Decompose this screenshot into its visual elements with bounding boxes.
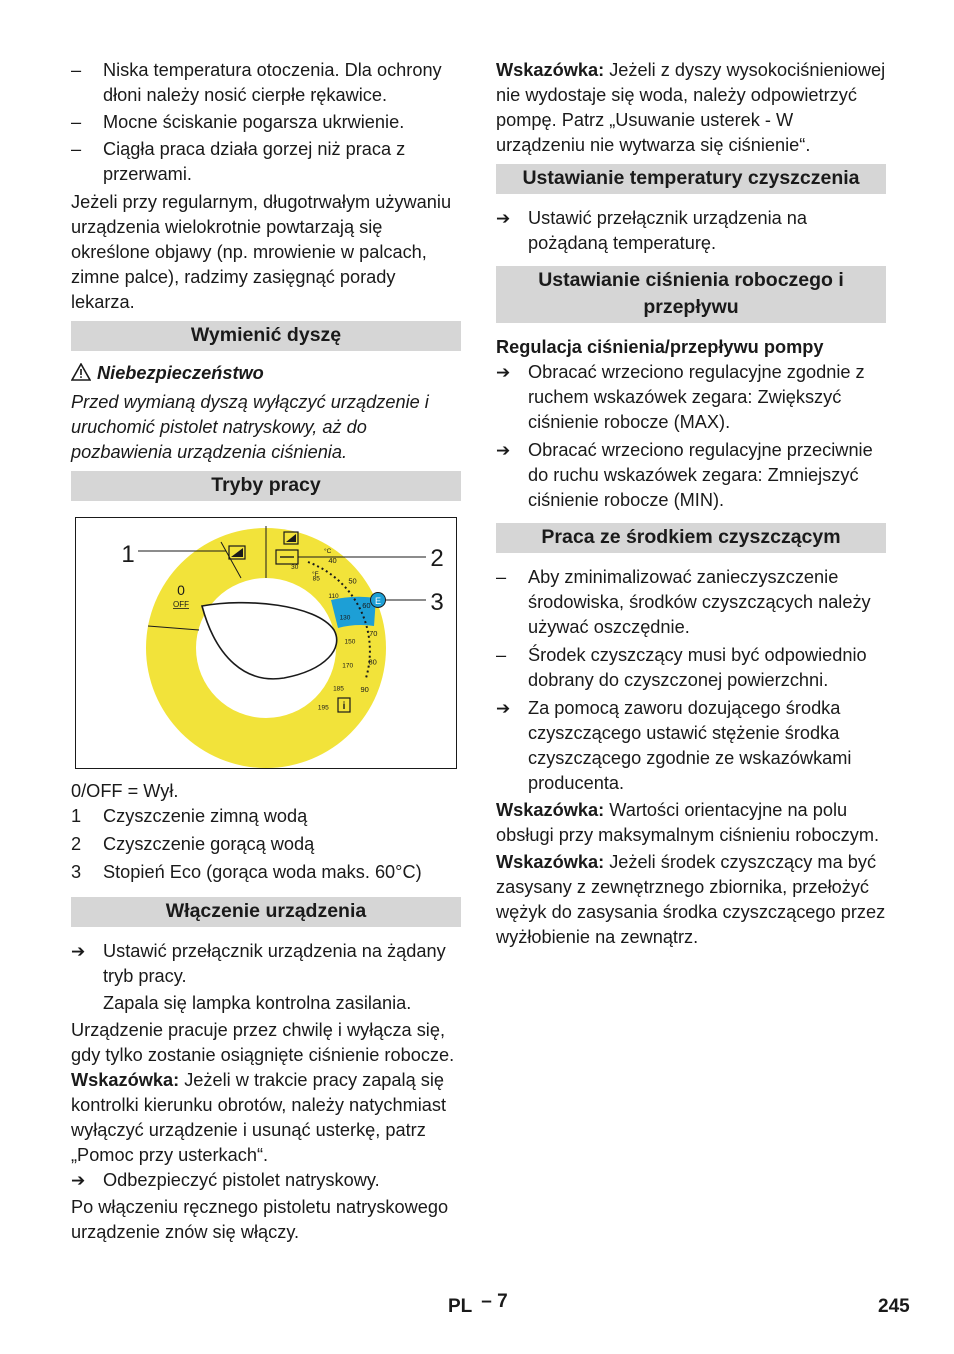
heading-pressure: Ustawianie ciśnienia roboczego i przepływu bbox=[496, 266, 886, 323]
scale-label: 195 bbox=[317, 704, 329, 712]
note-nozzle bbox=[496, 58, 886, 158]
legend-text: Czyszczenie zimną wodą bbox=[103, 806, 308, 826]
list-item-text: Mocne ściskanie pogarsza ukrwienie. bbox=[103, 112, 405, 132]
footer-subpage: – 7 bbox=[481, 1291, 508, 1312]
paragraph-symptoms: Jeżeli przy regularnym, długotrwałym używaniu urządzenia wielokrotnie powtarzają się określone objawy (np. mrowienie w palcach, zimne palce), radzimy zasięgnąć porady lekarza. bbox=[71, 192, 452, 312]
arrow-icon: ➔ bbox=[496, 441, 511, 460]
svg-text:i: i bbox=[342, 701, 346, 712]
step-item bbox=[496, 438, 886, 513]
list-item bbox=[71, 137, 461, 187]
danger-text: Przed wymianą dyszą wyłączyć urządzenie i uruchomić pistolet natryskowy, aż do pozbawienia urządzenia ciśnienia. bbox=[71, 392, 429, 462]
arrow-icon: ➔ bbox=[496, 363, 511, 382]
step-text: Ustawić przełącznik urządzenia na żądany tryb pracy. bbox=[103, 941, 446, 986]
off-zero-label: 0 bbox=[177, 582, 185, 598]
step-text: Ustawić przełącznik urządzenia na pożądaną temperaturę. bbox=[528, 208, 808, 253]
off-label: OFF bbox=[173, 600, 189, 609]
dash-bullet: – bbox=[71, 112, 82, 132]
arrow-icon: ➔ bbox=[71, 1171, 86, 1190]
dash-bullet: – bbox=[496, 645, 507, 665]
legend-item bbox=[71, 804, 461, 829]
note-text: Wartości orientacyjne na polu obsługi przy maksymalnym ciśnieniu roboczym. bbox=[496, 800, 880, 845]
step-item bbox=[496, 206, 886, 256]
dash-bullet: – bbox=[71, 60, 82, 80]
step-text: Obracać wrzeciono regulacyjne przeciwnie do ruchu wskazówek zegara: Zmniejszyć ciśnienie robocze (MIN). bbox=[528, 440, 873, 510]
note-rotation bbox=[71, 1068, 461, 1168]
list-item bbox=[71, 110, 461, 135]
note-text: Jeżeli w trakcie pracy zapalą się kontrolki kierunku obrotów, należy natychmiast wyłączyć urządzenie i usunąć usterkę, patrz „Pomoc przy usterkach“. bbox=[71, 1070, 447, 1165]
step-item bbox=[71, 1168, 461, 1193]
list-item-text: Środek czyszczący musi być odpowiednio dobrany do czyszczonej powierzchni. bbox=[528, 645, 867, 690]
note-values bbox=[496, 798, 886, 848]
arrow-icon: ➔ bbox=[496, 209, 511, 228]
scale-label: 85 bbox=[312, 575, 320, 583]
scale-label: 150 bbox=[344, 638, 356, 646]
step-text: Za pomocą zaworu dozującego środka czyszczącego ustawić stężenie środka czyszczącego zgodnie ze wskazówkami producenta. bbox=[528, 698, 852, 793]
note-label: Wskazówka: bbox=[71, 1070, 180, 1090]
list-item bbox=[496, 565, 886, 640]
scale-label: 40 bbox=[328, 555, 337, 565]
unit-f-label: °F bbox=[312, 571, 319, 578]
scale-label: 60 bbox=[362, 601, 371, 611]
scale-label: 90 bbox=[360, 684, 369, 694]
dash-bullet: – bbox=[496, 567, 507, 587]
note-external-tank bbox=[496, 850, 886, 950]
eco-icon bbox=[371, 593, 386, 608]
danger-label: Niebezpieczeństwo bbox=[97, 363, 264, 383]
warning-triangle-icon bbox=[71, 363, 91, 388]
svg-text:E: E bbox=[374, 596, 382, 606]
paragraph-restart: Po włączeniu ręcznego pistoletu natryskowego urządzenie znów się włączy. bbox=[71, 1197, 449, 1242]
callout-3: 3 bbox=[430, 589, 444, 616]
list-item bbox=[71, 58, 461, 108]
heading-detergent: Praca ze środkiem czyszczącym bbox=[496, 523, 886, 553]
footer-language: PL bbox=[448, 1296, 472, 1317]
scale-label: 185 bbox=[333, 685, 344, 693]
heading-switch-on: Włączenie urządzenia bbox=[71, 897, 461, 927]
left-column bbox=[71, 58, 461, 1245]
list-item-text: Aby zminimalizować zanieczyszczenie środowiska, środków czyszczących należy używać oszczędnie. bbox=[528, 567, 871, 637]
footer-lang bbox=[448, 1291, 508, 1318]
scale-label: 170 bbox=[342, 662, 354, 670]
scale-label: 50 bbox=[348, 576, 357, 586]
note-label: Wskazówka: bbox=[496, 800, 605, 820]
scale-label: 70 bbox=[369, 629, 378, 638]
legend-item bbox=[71, 860, 461, 885]
danger-line bbox=[71, 361, 461, 388]
legend-number: 2 bbox=[71, 834, 82, 854]
scale-label: 130 bbox=[339, 614, 351, 622]
subheading-pump: Regulacja ciśnienia/przepływu pompy bbox=[496, 337, 824, 357]
scale-label: 110 bbox=[328, 593, 339, 600]
legend-off: 0/OFF = Wył. bbox=[71, 781, 179, 801]
footer-page-number: 245 bbox=[878, 1296, 910, 1317]
heading-nozzle: Wymienić dyszę bbox=[71, 321, 461, 351]
scale-label: 30 bbox=[291, 564, 299, 572]
note-label: Wskazówka: bbox=[496, 852, 605, 872]
step-item bbox=[71, 939, 461, 989]
list-item-text: Ciągła praca działa gorzej niż praca z przerwami. bbox=[103, 139, 406, 184]
legend-text: Czyszczenie gorącą wodą bbox=[103, 834, 315, 854]
heading-temperature: Ustawianie temperatury czyszczenia bbox=[496, 164, 886, 194]
step-item bbox=[496, 360, 886, 435]
mode-dial-svg bbox=[76, 518, 456, 768]
step-text: Obracać wrzeciono regulacyjne zgodnie z ruchem wskazówek zegara: Zwiększyć ciśnienie robocze (MAX). bbox=[528, 362, 865, 432]
callout-1: 1 bbox=[121, 541, 135, 568]
scale-label: 80 bbox=[368, 657, 377, 667]
legend-item bbox=[71, 832, 461, 857]
legend-number: 3 bbox=[71, 862, 82, 882]
heading-modes: Tryby pracy bbox=[71, 471, 461, 501]
note-text: Jeżeli z dyszy wysokociśnieniowej nie wydostaje się woda, należy odpowietrzyć pompę. Patrz „Usuwanie usterek - W urządzeniu nie wytwarza się ciśnienie“. bbox=[496, 60, 886, 155]
legend-text: Stopień Eco (gorąca woda maks. 60°C) bbox=[103, 862, 422, 882]
dash-bullet: – bbox=[71, 139, 82, 159]
arrow-icon: ➔ bbox=[71, 942, 86, 961]
note-text: Jeżeli środek czyszczący ma być zasysany z zewnętrznego zbiornika, przełożyć wężyk do zasysania środka czyszczącego przez wyżłobienie na zewnątrz. bbox=[496, 852, 886, 947]
step-result: Zapala się lampka kontrolna zasilania. bbox=[103, 993, 412, 1013]
list-item-text: Niska temperatura otoczenia. Dla ochrony dłoni należy nosić cierpłe rękawice. bbox=[103, 60, 442, 105]
callout-2: 2 bbox=[430, 545, 444, 572]
right-column bbox=[496, 58, 886, 950]
step-item bbox=[496, 696, 886, 796]
arrow-icon: ➔ bbox=[496, 699, 511, 718]
legend-number: 1 bbox=[71, 806, 82, 826]
list-item bbox=[496, 643, 886, 693]
step-text: Odbezpieczyć pistolet natryskowy. bbox=[103, 1170, 380, 1190]
note-label: Wskazówka: bbox=[496, 60, 605, 80]
paragraph-pressure: Urządzenie pracuje przez chwilę i wyłącza się, gdy tylko zostanie osiągnięte ciśnienie robocze. bbox=[71, 1020, 455, 1065]
mode-dial-figure bbox=[75, 517, 457, 769]
unit-c-label: °C bbox=[324, 548, 332, 555]
